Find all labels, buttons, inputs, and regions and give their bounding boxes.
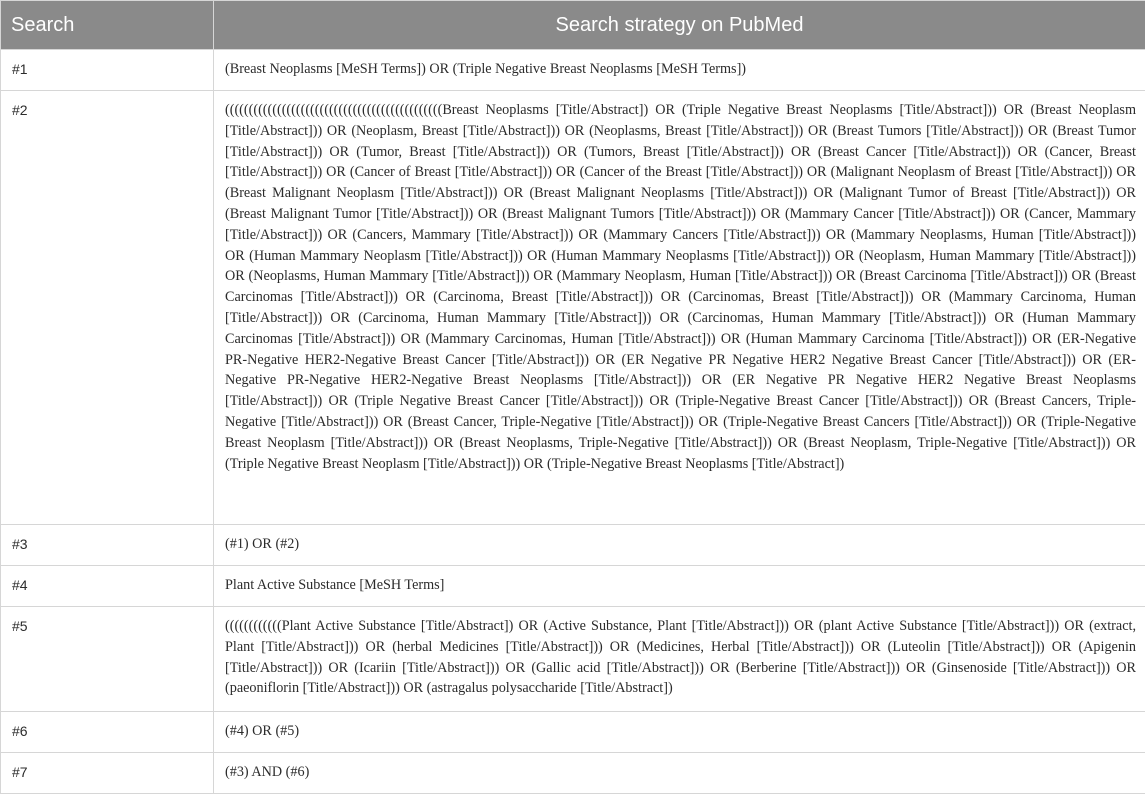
strategy-cell: (Breast Neoplasms [MeSH Terms]) OR (Triple Negative Breast Neoplasms [MeSH Terms]) (214, 50, 1145, 91)
search-id-cell: #1 (1, 50, 214, 91)
strategy-cell: ((((((((((((((((((((((((((((((((((((((((((((((Breast Neoplasms [Title/Abstract]) OR (Triple Negative Breast Neoplasms [Title/Abstract])) OR (Breast Neoplasm [Title/Abstract])) OR (Neoplasm, Breast [Title/Abstract])) OR (Neoplasms, Breast [Title/Abstract])) OR (Breast Tumors [Title/Abstract])) OR (Breast Tumor [Title/Abstract])) OR (Tumor, Breast [Title/Abstract])) OR (Tumors, Breast [Title/Abstract])) OR (Breast Cancer [Title/Abstract])) OR (Cancer, Breast [Title/Abstract])) OR (Cancer of Breast [Title/Abstract])) OR (Cancer of the Breast [Title/Abstract])) OR (Malignant Neoplasm of Breast [Title/Abstract])) OR (Breast Malignant Neoplasm [Title/Abstract])) OR (Breast Malignant Neoplasms [Title/Abstract])) OR (Malignant Tumor of Breast [Title/Abstract])) OR (Breast Malignant Tumor [Title/Abstract])) OR (Breast Malignant Tumors [Title/Abstract])) OR (Mammary Cancer [Title/Abstract])) OR (Cancer, Mammary [Title/Abstract])) OR (Cancers, Mammary [Title/Abstract])) OR (Mammary Cancers [Title/Abstract])) OR (Mammary Neoplasms, Human [Title/Abstract])) OR (Human Mammary Neoplasm [Title/Abstract])) OR (Human Mammary Neoplasms [Title/Abstract])) OR (Neoplasm, Human Mammary [Title/Abstract])) OR (Neoplasms, Human Mammary [Title/Abstract])) OR (Mammary Neoplasm, Human [Title/Abstract])) OR (Breast Carcinoma [Title/Abstract])) OR (Breast Carcinomas [Title/Abstract])) OR (Carcinoma, Breast [Title/Abstract])) OR (Carcinomas, Breast [Title/Abstract])) OR (Mammary Carcinoma, Human [Title/Abstract])) OR (Carcinoma, Human Mammary [Title/Abstract])) OR (Carcinomas, Human Mammary [Title/Abstract])) OR (Human Mammary Carcinomas [Title/Abstract])) OR (Mammary Carcinomas, Human [Title/Abstract])) OR (Human Mammary Carcinoma [Title/Abstract])) OR (ER-Negative PR-Negative HER2-Negative Breast Cancer [Title/Abstract])) OR (ER Negative PR Negative HER2 Negative Breast Cancer [Title/Abstract])) OR (ER-Negative PR-Negative HER2-Negative Breast Neoplasms [Title/Abstract])) OR (ER Negative PR Negative HER2 Negative Breast Neoplasms [Title/Abstract])) OR (Triple Negative Breast Cancer [Title/Abstract])) OR (Triple-Negative Breast Cancer [Title/Abstract])) OR (Breast Cancers, Triple-Negative [Title/Abstract])) OR (Breast Cancer, Triple-Negative [Title/Abstract])) OR (Triple-Negative Breast Cancers [Title/Abstract])) OR (Triple-Negative Breast Neoplasm [Title/Abstract])) OR (Breast Neoplasms, Triple-Negative [Title/Abstract])) OR (Breast Neoplasm, Triple-Negative [Title/Abstract])) OR (Triple Negative Breast Neoplasm [Title/Abstract])) OR (Triple-Negative Breast Neoplasms [Title/Abstract]) (214, 91, 1145, 525)
search-id-cell: #4 (1, 566, 214, 607)
strategy-cell: (#4) OR (#5) (214, 712, 1145, 753)
strategy-column-header: Search strategy on PubMed (214, 1, 1145, 50)
search-column-header: Search (1, 1, 214, 50)
search-id-cell: #6 (1, 712, 214, 753)
table-row (1, 91, 1145, 525)
table-row (1, 525, 1145, 566)
header-row (1, 1, 1145, 50)
table-header (1, 1, 1145, 50)
strategy-cell: Plant Active Substance [MeSH Terms] (214, 566, 1145, 607)
search-id-cell: #3 (1, 525, 214, 566)
table-body (1, 50, 1145, 794)
strategy-cell: (#3) AND (#6) (214, 753, 1145, 794)
table-row (1, 50, 1145, 91)
search-id-cell: #2 (1, 91, 214, 525)
table-row (1, 753, 1145, 794)
strategy-cell: (#1) OR (#2) (214, 525, 1145, 566)
table-row (1, 712, 1145, 753)
strategy-cell: ((((((((((((Plant Active Substance [Title/Abstract]) OR (Active Substance, Plant [Title/Abstract])) OR (plant Active Substance [Title/Abstract])) OR (extract, Plant [Title/Abstract])) OR (herbal Medicines [Title/Abstract])) OR (Medicines, Herbal [Title/Abstract])) OR (Luteolin [Title/Abstract])) OR (Apigenin [Title/Abstract])) OR (Icariin [Title/Abstract])) OR (Gallic acid [Title/Abstract])) OR (Berberine [Title/Abstract])) OR (Ginsenoside [Title/Abstract])) OR (paeoniflorin [Title/Abstract])) OR (astragalus polysaccharide [Title/Abstract]) (214, 607, 1145, 712)
search-id-cell: #7 (1, 753, 214, 794)
table-row (1, 566, 1145, 607)
table-row (1, 607, 1145, 712)
search-id-cell: #5 (1, 607, 214, 712)
